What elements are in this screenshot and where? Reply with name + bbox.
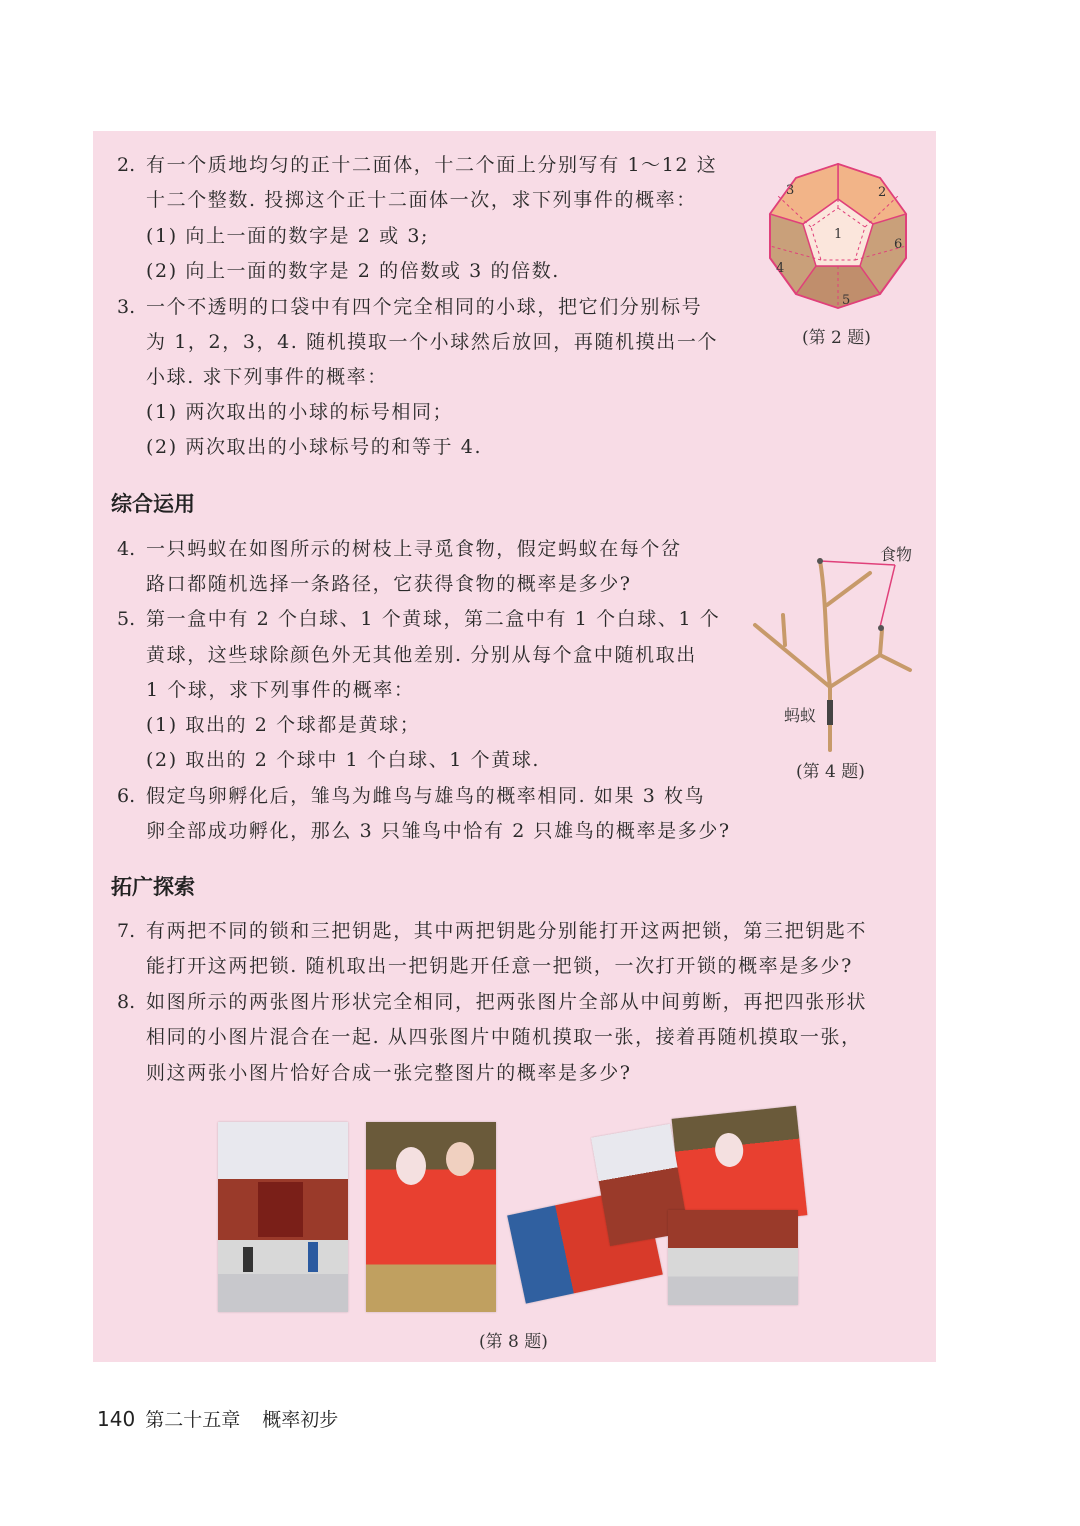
problem-text: 1 个球，求下列事件的概率：	[146, 679, 415, 701]
problem-subitem: (2) 取出的 2 个球中 1 个白球、1 个黄球.	[146, 749, 541, 771]
ant-icon	[827, 700, 833, 725]
chapter-label: 第二十五章	[145, 1409, 241, 1431]
chapter-title: 概率初步	[262, 1409, 339, 1431]
problem-number: 5.	[117, 608, 136, 630]
problem-text: 能打开这两把锁. 随机取出一把钥匙开任意一把锁，一次打开锁的概率是多少?	[146, 955, 853, 977]
problem-number: 2.	[117, 154, 136, 176]
face-label: 3	[786, 183, 795, 198]
problem-subitem: (1) 取出的 2 个球都是黄球；	[146, 714, 421, 736]
photo-snow-gate	[218, 1122, 348, 1312]
figure-caption: (第 4 题)	[796, 762, 865, 782]
face-label: 2	[878, 185, 887, 200]
section-heading: 拓广探索	[111, 875, 195, 899]
problem-number: 4.	[117, 538, 136, 560]
photo-opera-performers	[366, 1122, 496, 1312]
dodecahedron-figure	[750, 150, 950, 325]
problem-subitem: (1) 向上一面的数字是 2 或 3;	[146, 225, 430, 247]
figure-caption: (第 8 题)	[479, 1332, 548, 1352]
page-footer	[97, 1405, 338, 1432]
problem-number: 3.	[117, 296, 136, 318]
problem-text: 小球. 求下列事件的概率：	[146, 366, 388, 388]
page-number: 140	[97, 1407, 136, 1431]
problem-subitem: (1) 两次取出的小球的标号相同；	[146, 401, 454, 423]
problem-text: 有一个质地均匀的正十二面体，十二个面上分别写有 1～12 这	[146, 154, 718, 176]
problem-number: 7.	[117, 920, 136, 942]
problem-subitem: (2) 两次取出的小球标号的和等于 4.	[146, 436, 483, 458]
ant-label: 蚂蚁	[784, 706, 817, 725]
problem-text: 卵全部成功孵化，那么 3 只雏鸟中恰有 2 只雄鸟的概率是多少?	[146, 820, 731, 842]
problem-text: 一只蚂蚁在如图所示的树枝上寻觅食物，假定蚂蚁在每个岔	[146, 538, 682, 560]
face-label: 1	[834, 227, 843, 242]
food-marker	[817, 558, 823, 564]
problem-text: 一个不透明的口袋中有四个完全相同的小球，把它们分别标号	[146, 296, 703, 318]
problem-number: 8.	[117, 991, 136, 1013]
problem-subitem: (2) 向上一面的数字是 2 的倍数或 3 的倍数.	[146, 260, 560, 282]
problem-text: 十二个整数. 投掷这个正十二面体一次，求下列事件的概率：	[146, 189, 697, 211]
problem-text: 路口都随机选择一条路径，它获得食物的概率是多少?	[146, 573, 632, 595]
problem-number: 6.	[117, 785, 136, 807]
photo-gate-bottom-piece	[668, 1210, 798, 1305]
tree-branch-figure	[745, 535, 935, 760]
problem-text: 相同的小图片混合在一起. 从四张图片中随机摸取一张，接着再随机摸取一张，	[146, 1026, 862, 1048]
face-label: 4	[776, 261, 785, 276]
problem-text: 则这两张小图片恰好合成一张完整图片的概率是多少?	[146, 1062, 632, 1084]
problem-text: 有两把不同的锁和三把钥匙，其中两把钥匙分别能打开这两把锁，第三把钥匙不	[146, 920, 868, 942]
face-label: 6	[894, 237, 903, 252]
problem-text: 黄球，这些球除颜色外无其他差别. 分别从每个盒中随机取出	[146, 644, 697, 666]
problem-text: 为 1，2，3，4. 随机摸取一个小球然后放回，再随机摸出一个	[146, 331, 719, 353]
face-label: 5	[842, 293, 851, 308]
problem-text: 第一盒中有 2 个白球、1 个黄球，第二盒中有 1 个白球、1 个	[146, 608, 721, 630]
food-marker	[878, 625, 884, 631]
problem-text: 假定鸟卵孵化后，雏鸟为雌鸟与雄鸟的概率相同. 如果 3 枚鸟	[146, 785, 706, 807]
figure-caption: (第 2 题)	[802, 328, 871, 348]
problem-text: 如图所示的两张图片形状完全相同，把两张图片全部从中间剪断，再把四张形状	[146, 991, 868, 1013]
section-heading: 综合运用	[111, 492, 195, 516]
food-label: 食物	[880, 545, 913, 564]
